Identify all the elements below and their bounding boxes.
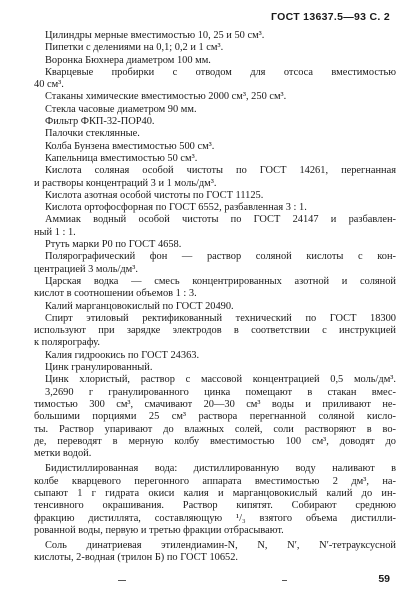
text-line: к полярографу. bbox=[34, 337, 100, 349]
text-line: Калия гидроокись по ГОСТ 24363. bbox=[45, 349, 200, 361]
text-line: Полярографический фон — раствор соляной кислоты с кон- bbox=[45, 251, 396, 263]
text-line: Бидистиллированная вода: дистиллированную воду наливают в bbox=[45, 463, 396, 475]
document-body bbox=[34, 30, 396, 565]
text-line: большими порциями 25 см³ раствора перегнанной соляной кисло- bbox=[34, 411, 396, 423]
text-line: рованной воды, первую и третью фракции отбрасывают. bbox=[34, 524, 284, 536]
text-line: фракцию дистиллята, составляющую ¹/₃ взятого объема дистилли- bbox=[34, 512, 396, 524]
scan-mark bbox=[282, 580, 287, 581]
scan-mark bbox=[118, 580, 126, 581]
text-line: Воронка Бюхнера диаметром 100 мм. bbox=[45, 54, 211, 66]
text-line: кислоты, 2-водная (трилон Б) по ГОСТ 10652. bbox=[34, 552, 239, 564]
text-line: ный 1 : 1. bbox=[34, 226, 76, 238]
text-line: Калий марганцовокислый по ГОСТ 20490. bbox=[45, 300, 234, 312]
text-line: метки водой. bbox=[34, 448, 92, 460]
text-line: де, переводят в мерную колбу вместимостью 100 см³, доводят до bbox=[34, 435, 396, 447]
text-line: сыпают 1 г гидрата окиси калия и марганцовокислый калий до ин- bbox=[34, 487, 396, 499]
text-line: Царская водка — смесь концентрированных азотной и соляной bbox=[45, 275, 396, 287]
text-line: Колба Бунзена вместимостью 500 см³. bbox=[45, 140, 215, 152]
text-line: Аммиак водный особой чистоты по ГОСТ 24147 и разбавлен- bbox=[45, 214, 396, 226]
text-line: 3,2690 г гранулированного цинка помещают в стакан вмес- bbox=[45, 386, 396, 398]
text-line: Стекла часовые диаметром 90 мм. bbox=[45, 103, 197, 115]
text-line: Стаканы химические вместимостью 2000 см³, 250 см³. bbox=[45, 91, 287, 103]
text-line: Цилиндры мерные вместимостью 10, 25 и 50 см³. bbox=[45, 30, 265, 41]
text-line: тенсивного окрашивания. Раствор кипятят. Собирают среднюю bbox=[34, 500, 396, 512]
text-line: колбе кварцевого перегонного аппарата вместимостью 2 дм³, на- bbox=[34, 475, 396, 487]
text-line: Кислота азотная особой чистоты по ГОСТ 11125. bbox=[45, 189, 264, 201]
text-line: центрацией 3 моль/дм³. bbox=[34, 263, 138, 275]
text-line: кислот в соотношении объемов 1 : 3. bbox=[34, 288, 197, 300]
text-line: ты. Раствор упаривают до влажных солей, соли растворяют в во- bbox=[34, 423, 396, 435]
page-header: ГОСТ 13637.5—93 С. 2 bbox=[271, 11, 390, 23]
text-line: и растворы концентраций 3 и 1 моль/дм³. bbox=[34, 177, 217, 189]
text-line: Капельница вместимостью 50 см³. bbox=[45, 152, 198, 164]
text-line: Ртуть марки Р0 по ГОСТ 4658. bbox=[45, 239, 182, 251]
text-line: Пипетки с делениями на 0,1; 0,2 и 1 см³. bbox=[45, 42, 224, 54]
text-line: Соль динатриевая этилендиамин-N, N, N′, N′-тетрауксусной bbox=[45, 540, 396, 552]
page-number: 59 bbox=[378, 573, 390, 585]
text-line: Фильтр ФКП-32-ПОР40. bbox=[45, 116, 155, 128]
text-line: Палочки стеклянные. bbox=[45, 128, 140, 140]
text-line: 40 см³. bbox=[34, 79, 64, 91]
text-line: Спирт этиловый ректификованный технический по ГОСТ 18300 bbox=[45, 312, 396, 324]
text-line: Цинк гранулированный. bbox=[45, 362, 153, 374]
text-line: Кислота соляная особой чистоты по ГОСТ 14261, перегнанная bbox=[45, 165, 396, 177]
text-line: Кварцевые пробирки с отводом для отсоса вместимостью bbox=[45, 66, 396, 78]
text-line: Кислота ортофосфорная по ГОСТ 6552, разбавленная 3 : 1. bbox=[45, 202, 307, 214]
text-line: используют при зарядке электродов в соответствии с инструкцией bbox=[34, 325, 396, 337]
text-line: Цинк хлористый, раствор с массовой концентрацией 0,5 моль/дм³. bbox=[45, 374, 396, 386]
text-line: тимостью 300 см³, смачивают 20—30 см³ воды и приливают не- bbox=[34, 398, 396, 410]
